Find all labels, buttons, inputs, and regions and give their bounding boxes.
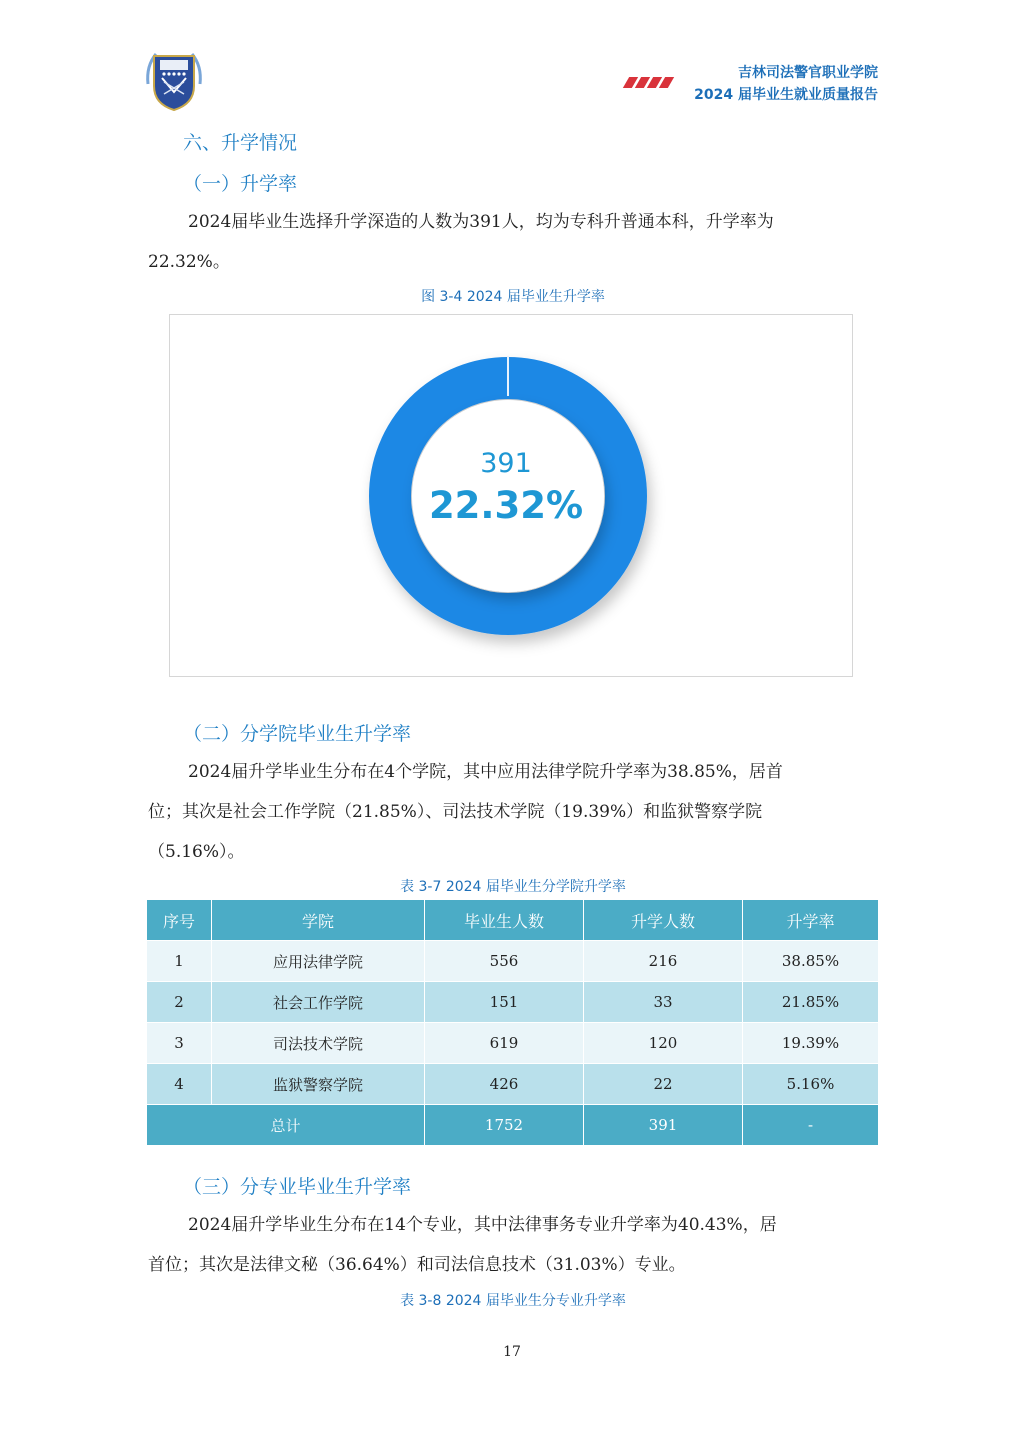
paragraph-2-line2: 位；其次是社会工作学院（21.85%）、司法技术学院（19.39%）和监狱警察学院: [148, 802, 763, 822]
cell-college: 社会工作学院: [212, 982, 425, 1023]
cell-index: 2: [147, 982, 212, 1023]
col-header-index: 序号: [147, 900, 212, 941]
cell-graduates: 426: [425, 1064, 584, 1105]
table-header-row: [147, 900, 879, 941]
table-row: [147, 982, 879, 1023]
page-number: 17: [503, 1344, 521, 1360]
donut-rate-label: 22.32%: [428, 484, 584, 527]
cell-total-admitted: 391: [584, 1105, 743, 1146]
cell-admitted: 33: [584, 982, 743, 1023]
cell-graduates: 619: [425, 1023, 584, 1064]
section-title: 六、升学情况: [183, 132, 298, 154]
table-row: [147, 1023, 879, 1064]
cell-total-rate: -: [743, 1105, 879, 1146]
figure-caption: 图 3-4 2024 届毕业生升学率: [421, 289, 605, 305]
paragraph-2-end: [148, 832, 878, 872]
table-row: [147, 941, 879, 982]
cell-admitted: 22: [584, 1064, 743, 1105]
header-accent-stripes: [626, 77, 671, 88]
cell-total-graduates: 1752: [425, 1105, 584, 1146]
cell-college: 应用法律学院: [212, 941, 425, 982]
table-3-7-wrapper: [146, 899, 879, 1146]
subsection-3-title: （三）分专业毕业生升学率: [183, 1176, 412, 1198]
cell-rate: 38.85%: [743, 941, 879, 982]
paragraph-1-line1: 2024届毕业生选择升学深造的人数为391人，均为专科升普通本科，升学率为: [188, 212, 774, 232]
table-3-7-caption: 表 3-7 2024 届毕业生分学院升学率: [400, 879, 626, 895]
table-3-8-caption: 表 3-8 2024 届毕业生分专业升学率: [400, 1293, 626, 1309]
col-header-graduates: 毕业生人数: [425, 900, 584, 941]
paragraph-3-line1: 2024届升学毕业生分布在14个专业，其中法律事务专业升学率为40.43%，居: [188, 1215, 777, 1235]
paragraph-1-line2: 22.32%。: [148, 252, 230, 272]
paragraph-3: [148, 1205, 878, 1245]
paragraph-2-cont: [148, 792, 878, 832]
paragraph-1-cont: [148, 242, 878, 282]
cell-college: 司法技术学院: [212, 1023, 425, 1064]
col-header-college: 学院: [212, 900, 425, 941]
paragraph-3-cont: [148, 1245, 878, 1285]
college-logo: [142, 44, 206, 114]
header-report-title: 2024 届毕业生就业质量报告: [694, 87, 878, 103]
cell-index: 1: [147, 941, 212, 982]
paragraph-2-line1: 2024届升学毕业生分布在4个学院，其中应用法律学院升学率为38.85%，居首: [188, 762, 783, 782]
cell-index: 4: [147, 1064, 212, 1105]
table-total-row: [147, 1105, 879, 1146]
paragraph-3-line2: 首位；其次是法律文秘（36.64%）和司法信息技术（31.03%）专业。: [148, 1255, 686, 1275]
subsection-2-title: （二）分学院毕业生升学率: [183, 723, 412, 745]
col-header-admitted: 升学人数: [584, 900, 743, 941]
header-school-name: 吉林司法警官职业学院: [738, 65, 878, 81]
cell-graduates: 556: [425, 941, 584, 982]
cell-rate: 5.16%: [743, 1064, 879, 1105]
cell-admitted: 216: [584, 941, 743, 982]
table-row: [147, 1064, 879, 1105]
cell-rate: 21.85%: [743, 982, 879, 1023]
college-rate-table: [146, 899, 879, 1146]
cell-graduates: 151: [425, 982, 584, 1023]
paragraph-1: [148, 202, 878, 242]
col-header-rate: 升学率: [743, 900, 879, 941]
cell-admitted: 120: [584, 1023, 743, 1064]
subsection-1-title: （一）升学率: [183, 173, 298, 195]
cell-total-label: 总计: [147, 1105, 425, 1146]
donut-count-label: 391: [480, 448, 532, 479]
cell-college: 监狱警察学院: [212, 1064, 425, 1105]
paragraph-2-line3: （5.16%）。: [148, 842, 245, 862]
cell-rate: 19.39%: [743, 1023, 879, 1064]
paragraph-2: [148, 752, 878, 792]
cell-index: 3: [147, 1023, 212, 1064]
